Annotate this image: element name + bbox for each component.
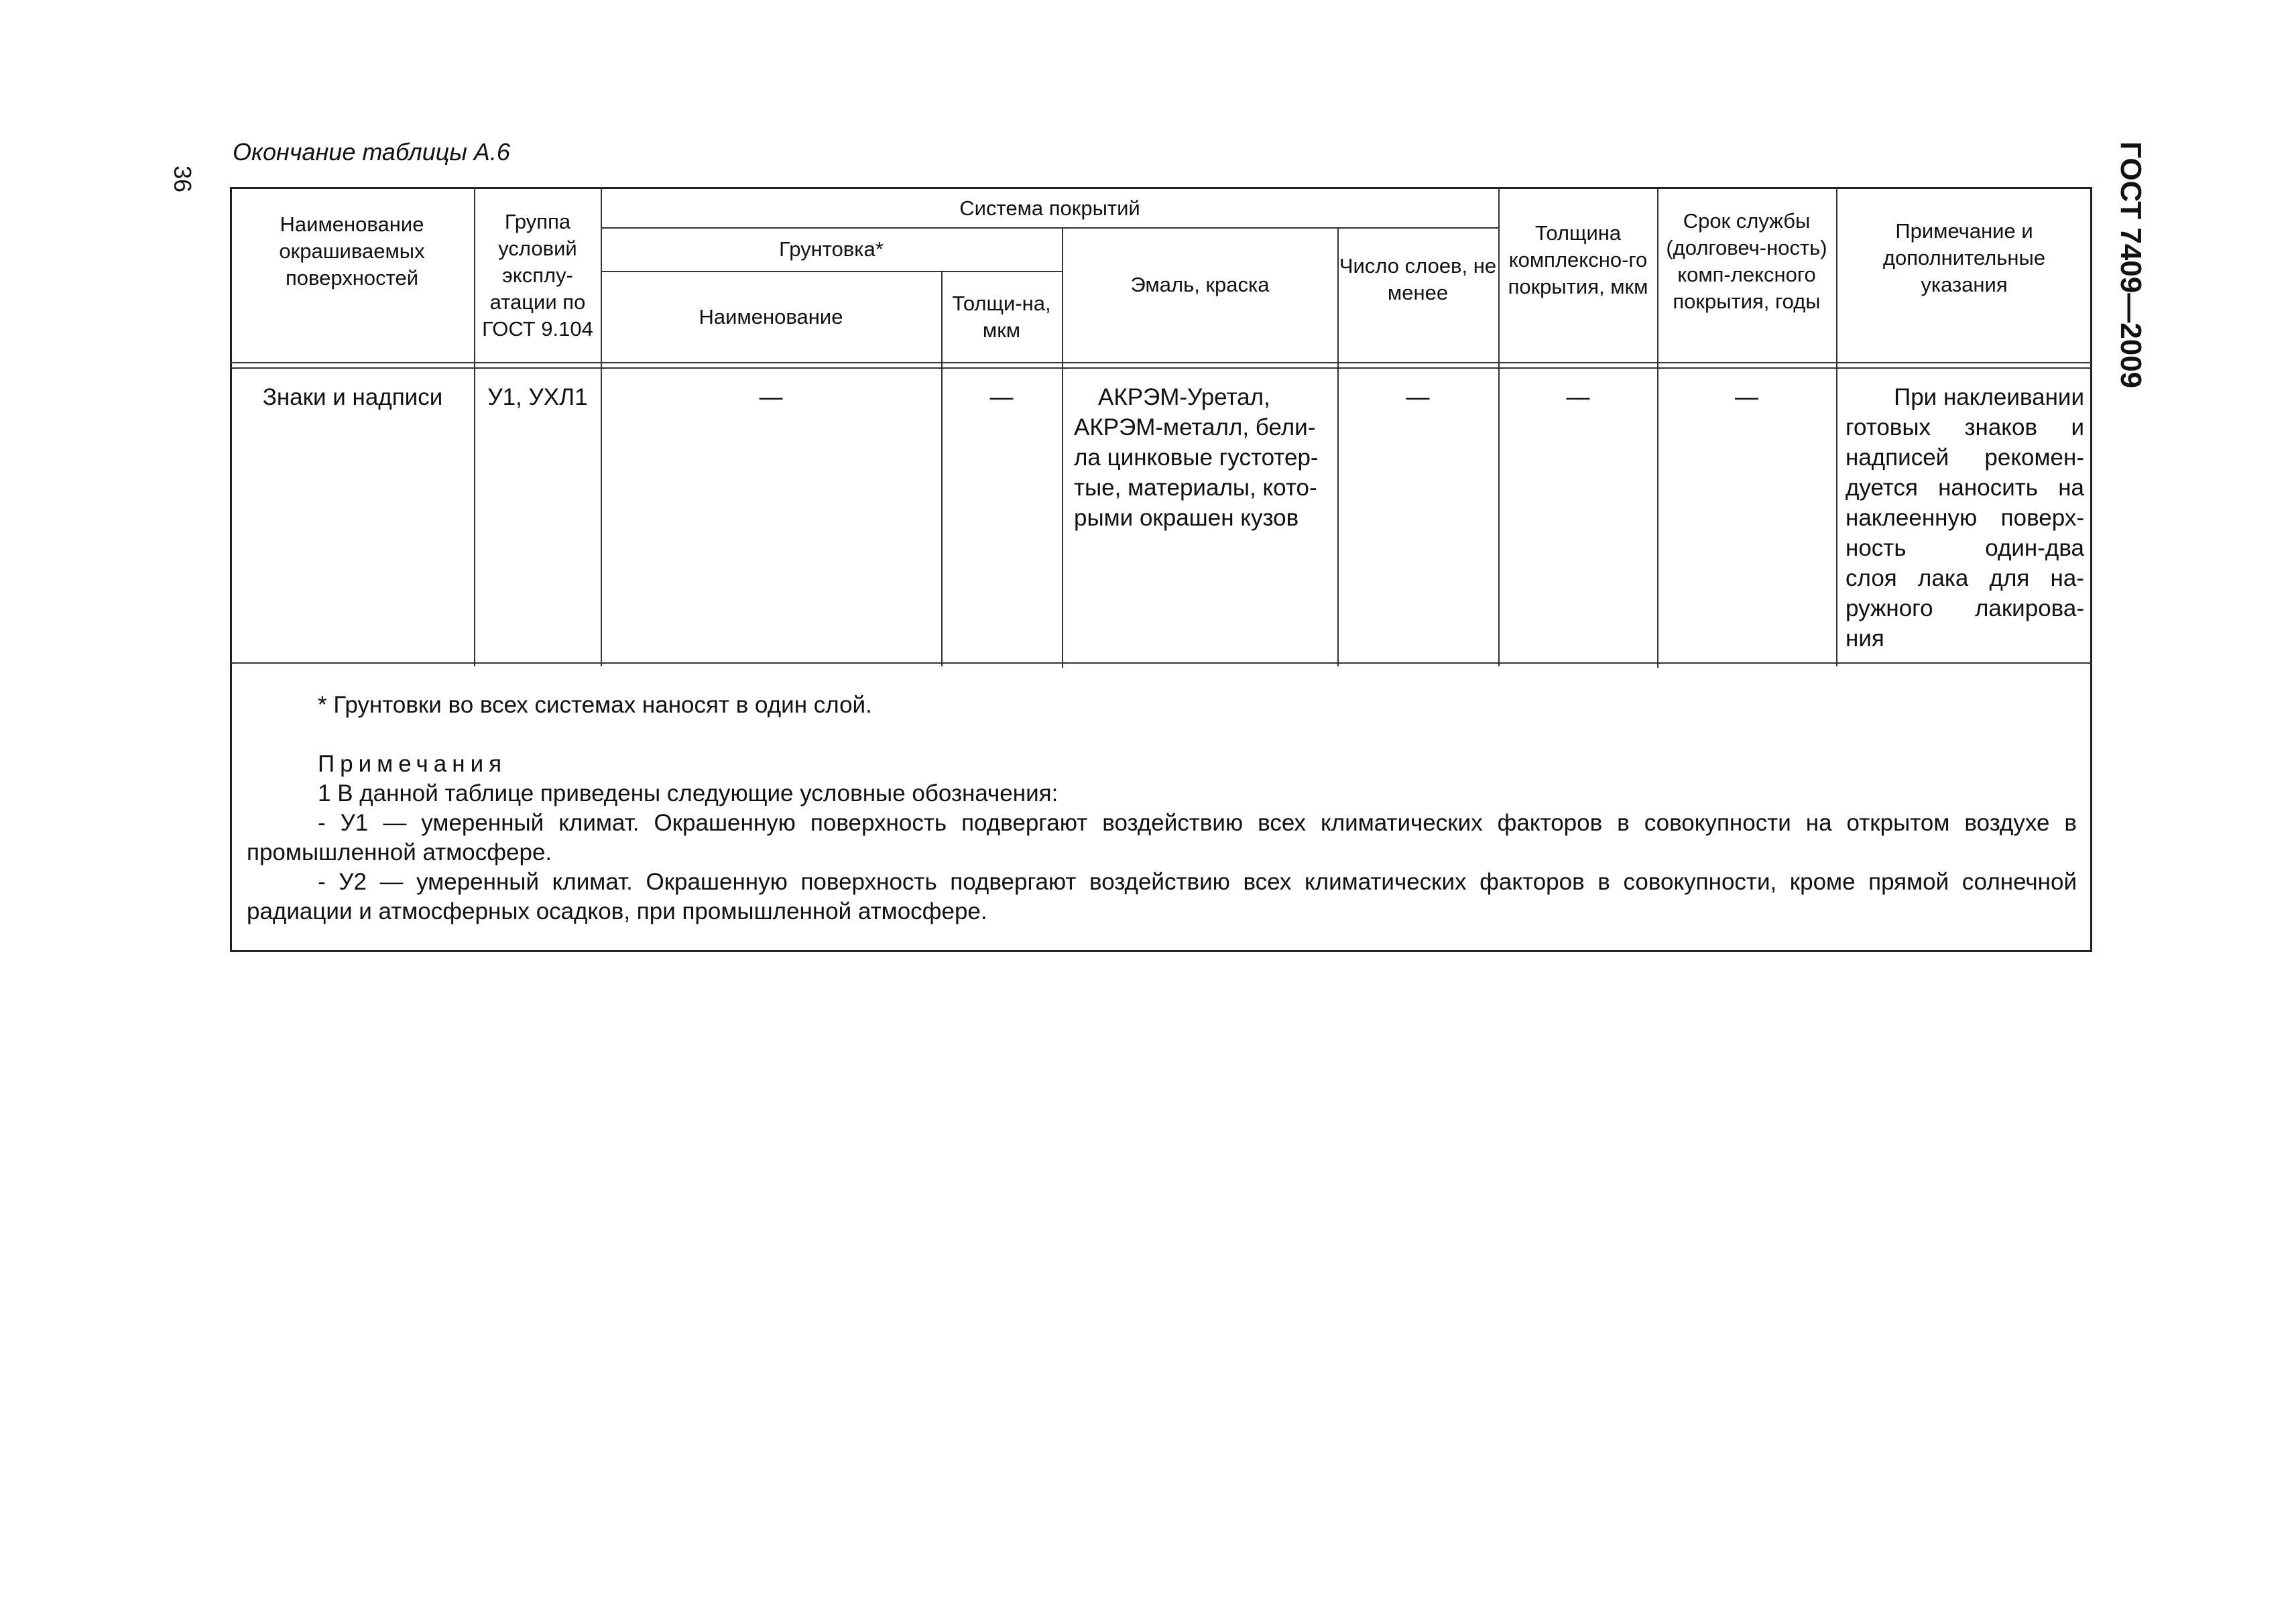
header-remarks: Примечание и дополнительные указания bbox=[1882, 219, 2046, 296]
header-total-thickness: Толщина комплексно-го покрытия, мкм bbox=[1508, 221, 1648, 298]
row-total-thickness: — bbox=[1566, 384, 1590, 410]
enamel-line: рыми окрашен кузов bbox=[1074, 505, 1299, 531]
footnote: * Грунтовки во всех системах наносят в один слой. bbox=[318, 692, 872, 718]
header-system: Система покрытий bbox=[959, 196, 1140, 220]
grid-line bbox=[230, 362, 2092, 363]
remarks-line: При наклеивании bbox=[1894, 384, 2084, 410]
grid-line bbox=[230, 367, 2092, 369]
row-group: У1, УХЛ1 bbox=[487, 384, 588, 410]
notes-heading: Примечания bbox=[318, 751, 507, 777]
grid-line bbox=[601, 227, 1498, 229]
note-item-1: 1 В данной таблице приведены следующие условные обозначения: bbox=[318, 780, 1059, 806]
header-layers: Число слоев, не менее bbox=[1339, 254, 1497, 304]
row-enamel bbox=[1074, 382, 1332, 533]
header-group: Группа условий эксплу-атации по ГОСТ 9.104 bbox=[482, 210, 593, 341]
remarks-line: наклеенную поверх- bbox=[1846, 505, 2084, 531]
note-item-u1: - У1 — умеренный климат. Окрашенную поверхность подвергают воздействию всех климатических факторов в совокупности на открытом воздухе в промышленной атмосфере. bbox=[247, 810, 2077, 865]
row-service-life: — bbox=[1735, 384, 1758, 410]
remarks-line: готовых знаков и bbox=[1846, 414, 2084, 440]
row-primer-thickness: — bbox=[989, 384, 1014, 410]
remarks-line: слоя лака для на- bbox=[1846, 565, 2084, 591]
row-remarks bbox=[1846, 382, 2084, 654]
enamel-line: тые, материалы, кото- bbox=[1074, 475, 1317, 501]
enamel-line: АКРЭМ-Уретал, bbox=[1098, 384, 1270, 410]
note-item-u2: - У2 — умеренный климат. Окрашенную поверхность подвергают воздействию всех климатических факторов в совокупности, кроме прямой солнечной радиации и атмосферных осадков, при промышленной атмосфере. bbox=[247, 869, 2077, 924]
remarks-line: надписей рекомен- bbox=[1846, 444, 2084, 471]
row-layers: — bbox=[1406, 384, 1430, 410]
header-service-life: Срок службы (долговеч-ность) комп-лексного покрытия, годы bbox=[1666, 209, 1827, 313]
row-primer-name: — bbox=[759, 384, 783, 410]
enamel-line: АКРЭМ-металл, бели- bbox=[1074, 414, 1316, 440]
header-surfaces: Наименование окрашиваемых поверхностей bbox=[279, 213, 425, 290]
table-caption: Окончание таблицы А.6 bbox=[233, 138, 510, 166]
document-code: ГОСТ 7409—2009 bbox=[2114, 141, 2147, 389]
remarks-line: дуется наносить на bbox=[1846, 475, 2084, 501]
row-surfaces: Знаки и надписи bbox=[262, 384, 443, 410]
grid-line bbox=[230, 662, 2092, 664]
page-number: 36 bbox=[169, 166, 196, 193]
remarks-line: ность один-два bbox=[1846, 535, 2084, 561]
grid-line bbox=[601, 271, 1062, 272]
enamel-line: ла цинковые густотер- bbox=[1074, 444, 1319, 471]
header-enamel: Эмаль, краска bbox=[1130, 272, 1270, 296]
remarks-line: ния bbox=[1846, 625, 1884, 652]
remarks-line: ружного лакирова- bbox=[1846, 595, 2084, 621]
header-primer: Грунтовка* bbox=[779, 237, 884, 261]
header-primer-thickness: Толщи-на, мкм bbox=[952, 292, 1051, 342]
table-notes bbox=[247, 690, 2077, 926]
header-primer-name: Наименование bbox=[699, 305, 843, 328]
